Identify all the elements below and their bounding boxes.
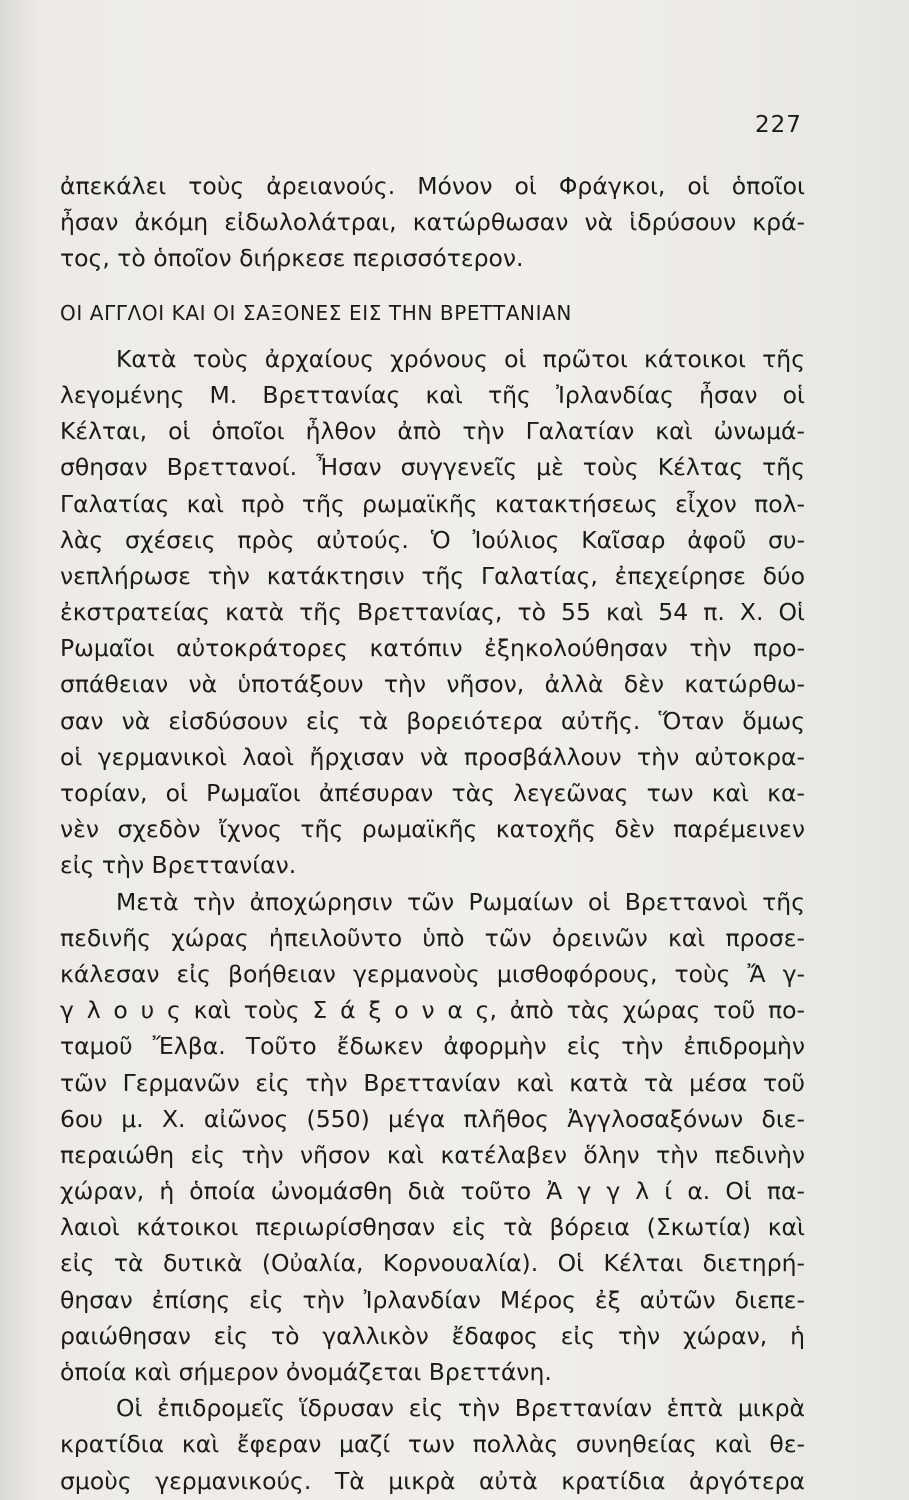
intro-paragraph xyxy=(60,168,805,277)
page-text xyxy=(60,168,805,1499)
text-line: γ λ ο υ ς καὶ τοὺς Σ ά ξ ο ν α ς, ἀπὸ τὰς χώρας τοῦ πο- xyxy=(60,996,805,1025)
text-line: ἦσαν ἀκόμη εἰδωλολάτραι, κατώρθωσαν νὰ ἱδρύσουν κρά- xyxy=(60,208,805,237)
text-line: κρατίδια καὶ ἔφεραν μαζί των πολλὰς συνηθείας καὶ θε- xyxy=(60,1430,805,1459)
text-line: Κέλται, οἱ ὁποῖοι ἦλθον ἀπὸ τὴν Γαλατίαν καὶ ὠνωμά- xyxy=(60,417,805,446)
text-line: νὲν σχεδὸν ἴχνος τῆς ρωμαϊκῆς κατοχῆς δὲν παρέμεινεν xyxy=(60,815,805,844)
text-line: θησαν ἐπίσης εἰς τὴν Ἰρλανδίαν Μέρος ἐξ αὐτῶν διεπε- xyxy=(60,1285,805,1314)
text-line: σθησαν Βρεττανοί. Ἦσαν συγγενεῖς μὲ τοὺς Κέλτας τῆς xyxy=(60,453,805,482)
text-line: περαιώθη εἰς τὴν νῆσον καὶ κατέλαβεν ὅλην τὴν πεδινὴν xyxy=(60,1140,805,1169)
text-line: σπάθειαν νὰ ὑποτάξουν τὴν νῆσον, ἀλλὰ δὲν κατώρθω- xyxy=(60,670,805,699)
text-line: ραιώθησαν εἰς τὸ γαλλικὸν ἔδαφος εἰς τὴν χώραν, ἡ xyxy=(60,1321,805,1350)
text-line: ἐκστρατείας κατὰ τῆς Βρεττανίας, τὸ 55 καὶ 54 π. Χ. Οἱ xyxy=(60,598,805,627)
paragraph-3 xyxy=(60,1390,805,1499)
text-line: ἀπεκάλει τοὺς ἀρειανούς. Μόνον οἱ Φράγκοι, οἱ ὁποῖοι xyxy=(60,172,805,200)
text-line: εἰς τὴν Βρεττανίαν. xyxy=(60,851,297,880)
text-line: τῶν Γερμανῶν εἰς τὴν Βρεττανίαν καὶ κατὰ τὰ μέσα τοῦ xyxy=(60,1068,805,1097)
text-line: σαν νὰ εἰσδύσουν εἰς τὰ βορειότερα αὐτῆς. Ὅταν ὅμως xyxy=(60,706,805,735)
paragraph-2 xyxy=(60,884,805,1391)
text-line: πεδινῆς χώρας ἠπειλοῦντο ὑπὸ τῶν ὀρεινῶν καὶ προσε- xyxy=(60,923,805,952)
text-line: τος, τὸ ὁποῖον διήρκεσε περισσότερον. xyxy=(60,244,524,273)
text-line: τορίαν, οἱ Ρωμαῖοι ἀπέσυραν τὰς λεγεῶνας των καὶ κα- xyxy=(60,779,805,807)
text-line: νεπλήρωσε τὴν κατάκτησιν τῆς Γαλατίας, ἐπεχείρησε δύο xyxy=(60,561,805,590)
text-line: οἱ γερμανικοὶ λαοὶ ἤρχισαν νὰ προσβάλλουν τὴν αὐτοκρα- xyxy=(60,742,805,771)
text-line: λεγομένης Μ. Βρεττανίας καὶ τῆς Ἰρλανδίας ἦσαν οἱ xyxy=(60,380,805,409)
text-line: σμοὺς γερμανικούς. Τὰ μικρὰ αὐτὰ κρατίδια ἀργότερα xyxy=(60,1466,805,1495)
text-line: λὰς σχέσεις πρὸς αὐτούς. Ὁ Ἰούλιος Καῖσαρ ἀφοῦ συ- xyxy=(60,525,805,554)
text-line: 6ου μ. Χ. αἰῶνος (550) μέγα πλῆθος Ἀγγλοσαξόνων διε- xyxy=(60,1104,805,1133)
text-line: χώραν, ἡ ὁποία ὠνομάσθη διὰ τοῦτο Ἀ γ γ λ ί α. Οἱ πα- xyxy=(60,1177,805,1206)
paragraph-1 xyxy=(60,341,805,884)
page-number: 227 xyxy=(755,112,802,138)
text-line: ὁποία καὶ σήμερον ὀνομάζεται Βρεττάνη. xyxy=(60,1358,552,1386)
text-line: κάλεσαν εἰς βοήθειαν γερμανοὺς μισθοφόρους, τοὺς Ἄ γ- xyxy=(60,959,805,988)
text-line: Μετὰ τὴν ἀποχώρησιν τῶν Ρωμαίων οἱ Βρεττανοὶ τῆς xyxy=(116,887,805,916)
section-heading: ΟΙ ΑΓΓΛΟΙ ΚΑΙ ΟΙ ΣΑΞΟΝΕΣ ΕΙΣ ΤΗΝ ΒΡΕΤΤΑΝΙΑΝ xyxy=(60,300,572,325)
text-line: Κατὰ τοὺς ἀρχαίους χρόνους οἱ πρῶτοι κάτοικοι τῆς xyxy=(116,344,805,373)
text-line: εἰς τὰ δυτικὰ (Οὐαλία, Κορνουαλία). Οἱ Κέλται διετηρή- xyxy=(60,1249,805,1278)
text-line: ταμοῦ Ἔλβα. Τοῦτο ἔδωκεν ἀφορμὴν εἰς τὴν ἐπιδρομὴν xyxy=(60,1032,805,1061)
text-line: Ρωμαῖοι αὐτοκράτορες κατόπιν ἐξηκολούθησαν τὴν προ- xyxy=(60,634,805,663)
text-line: λαιοὶ κάτοικοι περιωρίσθησαν εἰς τὰ βόρεια (Σκωτία) καὶ xyxy=(60,1213,805,1242)
text-line: Γαλατίας καὶ πρὸ τῆς ρωμαϊκῆς κατακτήσεως εἶχον πολ- xyxy=(60,489,805,518)
text-line: Οἱ ἐπιδρομεῖς ἵδρυσαν εἰς τὴν Βρεττανίαν ἑπτὰ μικρὰ xyxy=(116,1394,805,1423)
